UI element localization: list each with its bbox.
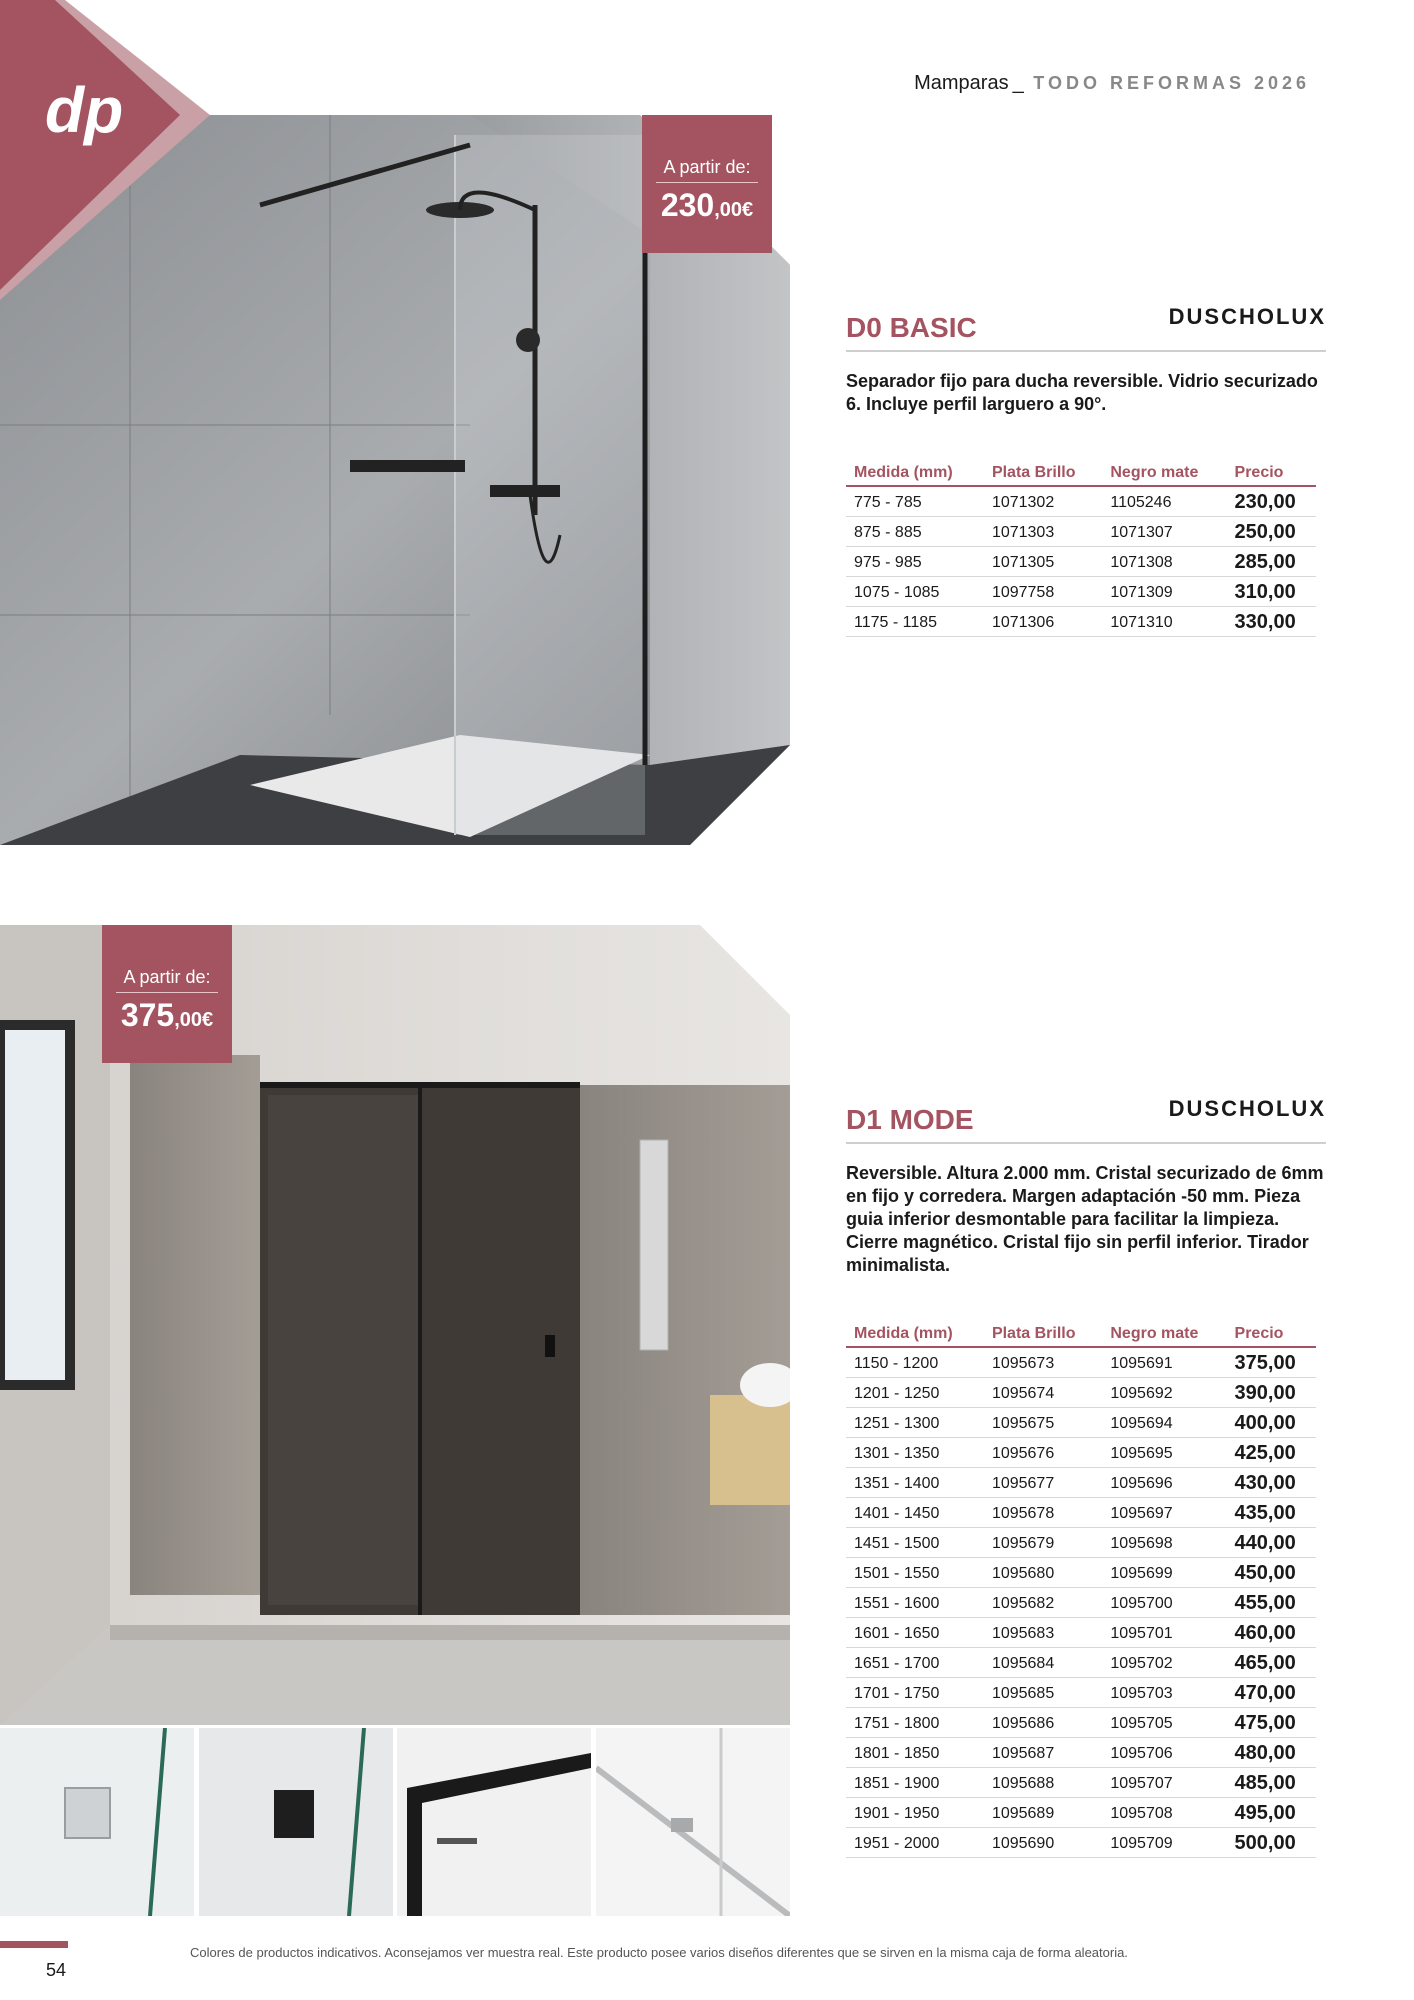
price-cell: 375,00 xyxy=(1227,1347,1316,1378)
table-cell: 1095705 xyxy=(1102,1708,1226,1738)
price-badge-d0-basic xyxy=(642,115,772,253)
thumbnail-black-handle xyxy=(199,1728,394,1916)
table-cell: 1951 - 2000 xyxy=(846,1828,984,1858)
thumbnail-silver-rail xyxy=(596,1728,791,1916)
table-cell: 1095699 xyxy=(1102,1558,1226,1588)
product-title-row xyxy=(846,300,1326,352)
table-cell: 1901 - 1950 xyxy=(846,1798,984,1828)
price-from-label: A partir de: xyxy=(656,157,758,183)
product-description: Separador fijo para ducha reversible. Vidrio securizado 6. Incluye perfil larguero a 90°. xyxy=(846,371,1318,414)
table-cell: 1095708 xyxy=(1102,1798,1226,1828)
table-cell: 1097758 xyxy=(984,577,1102,607)
table-row xyxy=(846,607,1316,637)
price-cell: 440,00 xyxy=(1227,1528,1316,1558)
price-cell: 475,00 xyxy=(1227,1708,1316,1738)
table-cell: 1095692 xyxy=(1102,1378,1226,1408)
column-header: Medida (mm) xyxy=(846,464,984,486)
table-cell: 1451 - 1500 xyxy=(846,1528,984,1558)
table-cell: 1071307 xyxy=(1102,517,1226,547)
table-row xyxy=(846,1678,1316,1708)
price-cell: 460,00 xyxy=(1227,1618,1316,1648)
table-row xyxy=(846,517,1316,547)
footer-accent-bar xyxy=(0,1941,68,1948)
column-header: Plata Brillo xyxy=(984,464,1102,486)
price-cell: 250,00 xyxy=(1227,517,1316,547)
table-cell: 1071308 xyxy=(1102,547,1226,577)
price-cell: 480,00 xyxy=(1227,1738,1316,1768)
table-row xyxy=(846,1347,1316,1378)
column-header: Negro mate xyxy=(1102,464,1226,486)
table-cell: 1071306 xyxy=(984,607,1102,637)
table-cell: 1095676 xyxy=(984,1438,1102,1468)
table-row xyxy=(846,1708,1316,1738)
table-row xyxy=(846,1618,1316,1648)
table-row xyxy=(846,1588,1316,1618)
price-cell: 465,00 xyxy=(1227,1648,1316,1678)
table-row xyxy=(846,1528,1316,1558)
table-cell: 1851 - 1900 xyxy=(846,1768,984,1798)
table-header-row xyxy=(846,1325,1316,1347)
table-cell: 1095688 xyxy=(984,1768,1102,1798)
table-cell: 1095684 xyxy=(984,1648,1102,1678)
price-cell: 430,00 xyxy=(1227,1468,1316,1498)
column-header: Negro mate xyxy=(1102,1325,1226,1347)
table-cell: 1095679 xyxy=(984,1528,1102,1558)
price-cell: 470,00 xyxy=(1227,1678,1316,1708)
table-cell: 1095706 xyxy=(1102,1738,1226,1768)
price-cell: 330,00 xyxy=(1227,607,1316,637)
table-cell: 1095702 xyxy=(1102,1648,1226,1678)
table-cell: 1095680 xyxy=(984,1558,1102,1588)
column-header: Plata Brillo xyxy=(984,1325,1102,1347)
table-row xyxy=(846,547,1316,577)
table-row xyxy=(846,577,1316,607)
table-header-row xyxy=(846,464,1316,486)
header-separator: _ xyxy=(1012,72,1024,94)
product-title-row xyxy=(846,1092,1326,1144)
table-row xyxy=(846,1378,1316,1408)
table-cell: 1351 - 1400 xyxy=(846,1468,984,1498)
table-cell: 1251 - 1300 xyxy=(846,1408,984,1438)
page-number: 54 xyxy=(46,1960,67,1980)
table-row xyxy=(846,1768,1316,1798)
table-cell: 1071310 xyxy=(1102,607,1226,637)
price-from-label: A partir de: xyxy=(116,967,218,993)
table-row xyxy=(846,1498,1316,1528)
table-cell: 1071309 xyxy=(1102,577,1226,607)
table-cell: 1095709 xyxy=(1102,1828,1226,1858)
footer-disclaimer: Colores de productos indicativos. Aconsejamos ver muestra real. Este producto posee varios diseños diferentes que se sirven en la misma caja de forma aleatoria. xyxy=(190,1945,1128,1960)
table-row xyxy=(846,1468,1316,1498)
price-cell: 425,00 xyxy=(1227,1438,1316,1468)
table-cell: 1095694 xyxy=(1102,1408,1226,1438)
table-cell: 1105246 xyxy=(1102,486,1226,517)
table-cell: 1095686 xyxy=(984,1708,1102,1738)
table-cell: 1150 - 1200 xyxy=(846,1347,984,1378)
table-cell: 1095697 xyxy=(1102,1498,1226,1528)
thumbnail-black-profile xyxy=(397,1728,592,1916)
product-title: D0 BASIC xyxy=(846,312,977,343)
table-cell: 1095696 xyxy=(1102,1468,1226,1498)
table-cell: 1095683 xyxy=(984,1618,1102,1648)
table-cell: 1095698 xyxy=(1102,1528,1226,1558)
price-badge-d1-mode xyxy=(102,925,232,1063)
table-cell: 1071305 xyxy=(984,547,1102,577)
table-cell: 775 - 785 xyxy=(846,486,984,517)
table-cell: 1075 - 1085 xyxy=(846,577,984,607)
price-cell: 495,00 xyxy=(1227,1798,1316,1828)
table-cell: 1095674 xyxy=(984,1378,1102,1408)
product-d0-basic xyxy=(846,300,1326,637)
price-cell: 285,00 xyxy=(1227,547,1316,577)
table-row xyxy=(846,1738,1316,1768)
table-cell: 1551 - 1600 xyxy=(846,1588,984,1618)
table-row xyxy=(846,1438,1316,1468)
table-cell: 1701 - 1750 xyxy=(846,1678,984,1708)
table-cell: 1095703 xyxy=(1102,1678,1226,1708)
table-cell: 1801 - 1850 xyxy=(846,1738,984,1768)
table-cell: 1095673 xyxy=(984,1347,1102,1378)
brand-name: DUSCHOLUX xyxy=(1168,304,1326,329)
table-row xyxy=(846,1648,1316,1678)
table-cell: 1095695 xyxy=(1102,1438,1226,1468)
product-description: Reversible. Altura 2.000 mm. Cristal securizado de 6mm en fijo y corredera. Margen adaptación -50 mm. Pieza guia inferior desmontable para facilitar la limpieza. Cierre magnético. Cristal fijo sin perfil inferior. Tirador minimalista. xyxy=(846,1163,1324,1275)
table-cell: 1501 - 1550 xyxy=(846,1558,984,1588)
table-cell: 1095682 xyxy=(984,1588,1102,1618)
table-cell: 1071302 xyxy=(984,486,1102,517)
table-cell: 875 - 885 xyxy=(846,517,984,547)
price-cell: 400,00 xyxy=(1227,1408,1316,1438)
table-cell: 1095707 xyxy=(1102,1768,1226,1798)
logo-text: dp xyxy=(45,74,124,146)
price-cell: 435,00 xyxy=(1227,1498,1316,1528)
table-cell: 1095700 xyxy=(1102,1588,1226,1618)
section-title: Mamparas xyxy=(914,72,1009,94)
table-cell: 1095689 xyxy=(984,1798,1102,1828)
table-cell: 1201 - 1250 xyxy=(846,1378,984,1408)
catalog-title: TODO REFORMAS 2026 xyxy=(1033,73,1310,93)
table-cell: 1095691 xyxy=(1102,1347,1226,1378)
detail-thumbnails xyxy=(0,1728,790,1916)
product-d1-mode xyxy=(846,1092,1326,1858)
table-cell: 975 - 985 xyxy=(846,547,984,577)
table-cell: 1095675 xyxy=(984,1408,1102,1438)
table-cell: 1095701 xyxy=(1102,1618,1226,1648)
table-row xyxy=(846,486,1316,517)
table-cell: 1095677 xyxy=(984,1468,1102,1498)
price-cell: 500,00 xyxy=(1227,1828,1316,1858)
price-cell: 485,00 xyxy=(1227,1768,1316,1798)
spec-table xyxy=(846,464,1316,637)
column-header: Precio xyxy=(1227,1325,1316,1347)
table-cell: 1651 - 1700 xyxy=(846,1648,984,1678)
spec-table xyxy=(846,1325,1316,1858)
table-cell: 1095690 xyxy=(984,1828,1102,1858)
table-cell: 1095687 xyxy=(984,1738,1102,1768)
product-title: D1 MODE xyxy=(846,1104,974,1135)
table-row xyxy=(846,1558,1316,1588)
table-cell: 1751 - 1800 xyxy=(846,1708,984,1738)
page-header xyxy=(914,72,1310,95)
price-cell: 455,00 xyxy=(1227,1588,1316,1618)
thumbnail-silver-handle xyxy=(0,1728,195,1916)
table-row xyxy=(846,1828,1316,1858)
brand-logo xyxy=(0,0,210,300)
table-row xyxy=(846,1408,1316,1438)
table-row xyxy=(846,1798,1316,1828)
table-cell: 1401 - 1450 xyxy=(846,1498,984,1528)
table-cell: 1095685 xyxy=(984,1678,1102,1708)
table-cell: 1601 - 1650 xyxy=(846,1618,984,1648)
price-cell: 230,00 xyxy=(1227,486,1316,517)
price-amount: 375,00€ xyxy=(120,997,214,1033)
price-cell: 450,00 xyxy=(1227,1558,1316,1588)
brand-name: DUSCHOLUX xyxy=(1168,1096,1326,1121)
table-cell: 1095678 xyxy=(984,1498,1102,1528)
column-header: Precio xyxy=(1227,464,1316,486)
column-header: Medida (mm) xyxy=(846,1325,984,1347)
table-cell: 1301 - 1350 xyxy=(846,1438,984,1468)
price-cell: 390,00 xyxy=(1227,1378,1316,1408)
price-amount: 230,00€ xyxy=(660,187,754,223)
table-cell: 1071303 xyxy=(984,517,1102,547)
table-cell: 1175 - 1185 xyxy=(846,607,984,637)
price-cell: 310,00 xyxy=(1227,577,1316,607)
